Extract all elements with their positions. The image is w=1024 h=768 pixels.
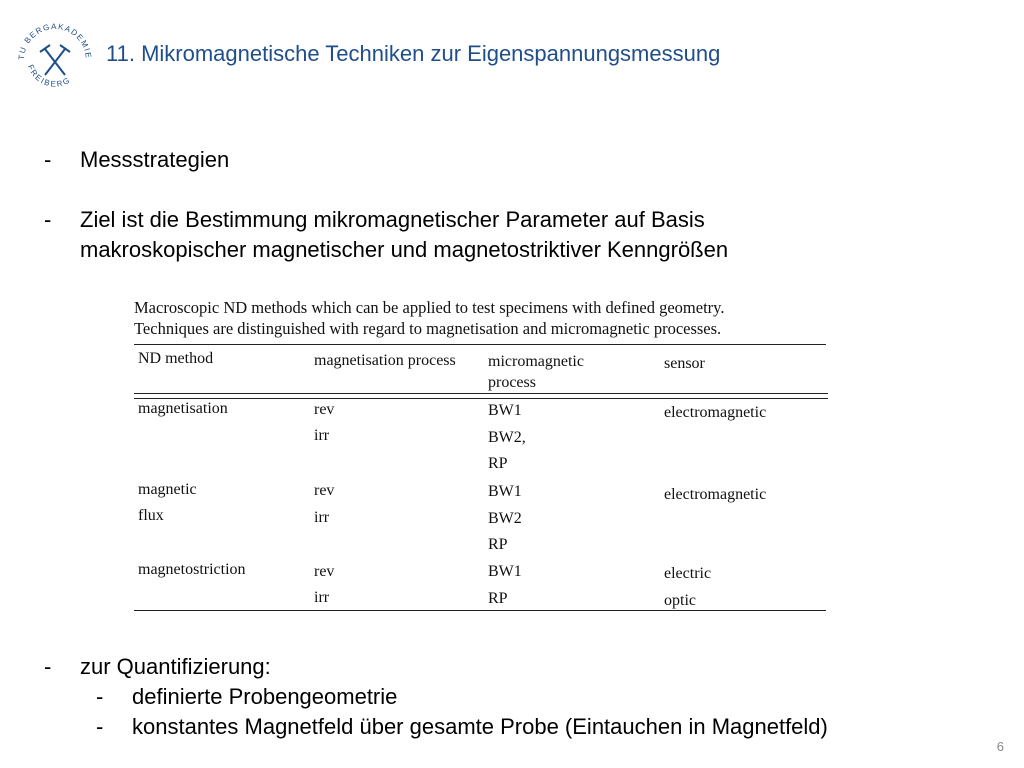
- cell-sensor: optic: [664, 592, 696, 609]
- cell-sensor: electric: [664, 565, 712, 582]
- svg-text:FREIBERG: [26, 63, 72, 88]
- header-magnetisation-process: magnetisation process: [314, 352, 456, 369]
- cell-sensor: electromagnetic: [664, 486, 767, 503]
- table-rule: [134, 344, 826, 345]
- bullet-item: [44, 145, 994, 175]
- table-rule: [134, 398, 828, 399]
- cell-micromagnetic: BW2,: [488, 429, 526, 446]
- bullet-dash: -: [44, 654, 52, 679]
- table-rule: [134, 393, 828, 394]
- cell-micromagnetic: BW1: [488, 483, 522, 500]
- cell-sensor: electromagnetic: [664, 404, 767, 421]
- cell-method: magnetisation: [138, 400, 228, 417]
- cell-process: irr: [314, 589, 330, 606]
- cell-micromagnetic: BW1: [488, 563, 522, 580]
- methods-table: [130, 294, 830, 618]
- hammer-and-pick-icon: [40, 45, 70, 75]
- header-sensor: sensor: [664, 355, 705, 372]
- cell-micromagnetic: RP: [488, 455, 508, 472]
- cell-method: flux: [138, 507, 164, 524]
- bullet-text: definierte Probengeometrie: [132, 684, 398, 709]
- table-rule: [134, 610, 826, 611]
- bullet-text-line-1: Ziel ist die Bestimmung mikromagnetischer Parameter auf Basis: [80, 207, 705, 232]
- logo-text-bottom: FREIBERG: [25, 63, 73, 89]
- bullet-dash: -: [96, 714, 104, 739]
- header-process: process: [488, 374, 536, 391]
- cell-micromagnetic: BW2: [488, 510, 522, 527]
- page-number: 6: [996, 739, 1004, 754]
- quantification-list: [44, 652, 828, 742]
- header-nd-method: ND method: [138, 350, 214, 367]
- cell-process: rev: [314, 401, 335, 418]
- bullet-item: [44, 652, 828, 682]
- bullet-item: [44, 205, 994, 265]
- table-caption-1: Macroscopic ND methods which can be applied to test specimens with defined geometry.: [134, 298, 725, 317]
- bullet-dash: -: [44, 147, 52, 172]
- cell-process: irr: [314, 509, 330, 526]
- bullet-text: zur Quantifizierung:: [80, 654, 271, 679]
- sub-bullet-item: [44, 712, 828, 742]
- university-logo: [14, 20, 96, 92]
- cell-process: rev: [314, 482, 335, 499]
- bullet-list: [44, 145, 994, 265]
- cell-micromagnetic: BW1: [488, 402, 522, 419]
- table-caption-2: Techniques are distinguished with regard to magnetisation and micromagnetic processes.: [134, 319, 722, 338]
- bullet-dash: -: [96, 684, 104, 709]
- cell-micromagnetic: RP: [488, 590, 508, 607]
- bullet-text-line-2: makroskopischer magnetischer und magnetostriktiver Kenngrößen: [80, 237, 729, 262]
- bullet-text: Messstrategien: [80, 147, 230, 172]
- svg-text:TU BERGAKADEMIE: [17, 22, 93, 60]
- cell-method: magnetic: [138, 481, 197, 498]
- slide-title: 11. Mikromagnetische Techniken zur Eigenspannungsmessung: [106, 41, 721, 66]
- sub-bullet-item: [44, 682, 828, 712]
- cell-micromagnetic: RP: [488, 536, 508, 553]
- logo-text-top: TU BERGAKADEMIE: [16, 21, 94, 61]
- cell-process: rev: [314, 563, 335, 580]
- bullet-text: konstantes Magnetfeld über gesamte Probe (Eintauchen in Magnetfeld): [132, 714, 828, 739]
- bullet-text: [80, 205, 728, 265]
- header-micromagnetic: micromagnetic: [488, 353, 584, 370]
- bullet-dash: -: [44, 207, 52, 232]
- cell-method: magnetostriction: [138, 561, 246, 578]
- cell-process: irr: [314, 427, 330, 444]
